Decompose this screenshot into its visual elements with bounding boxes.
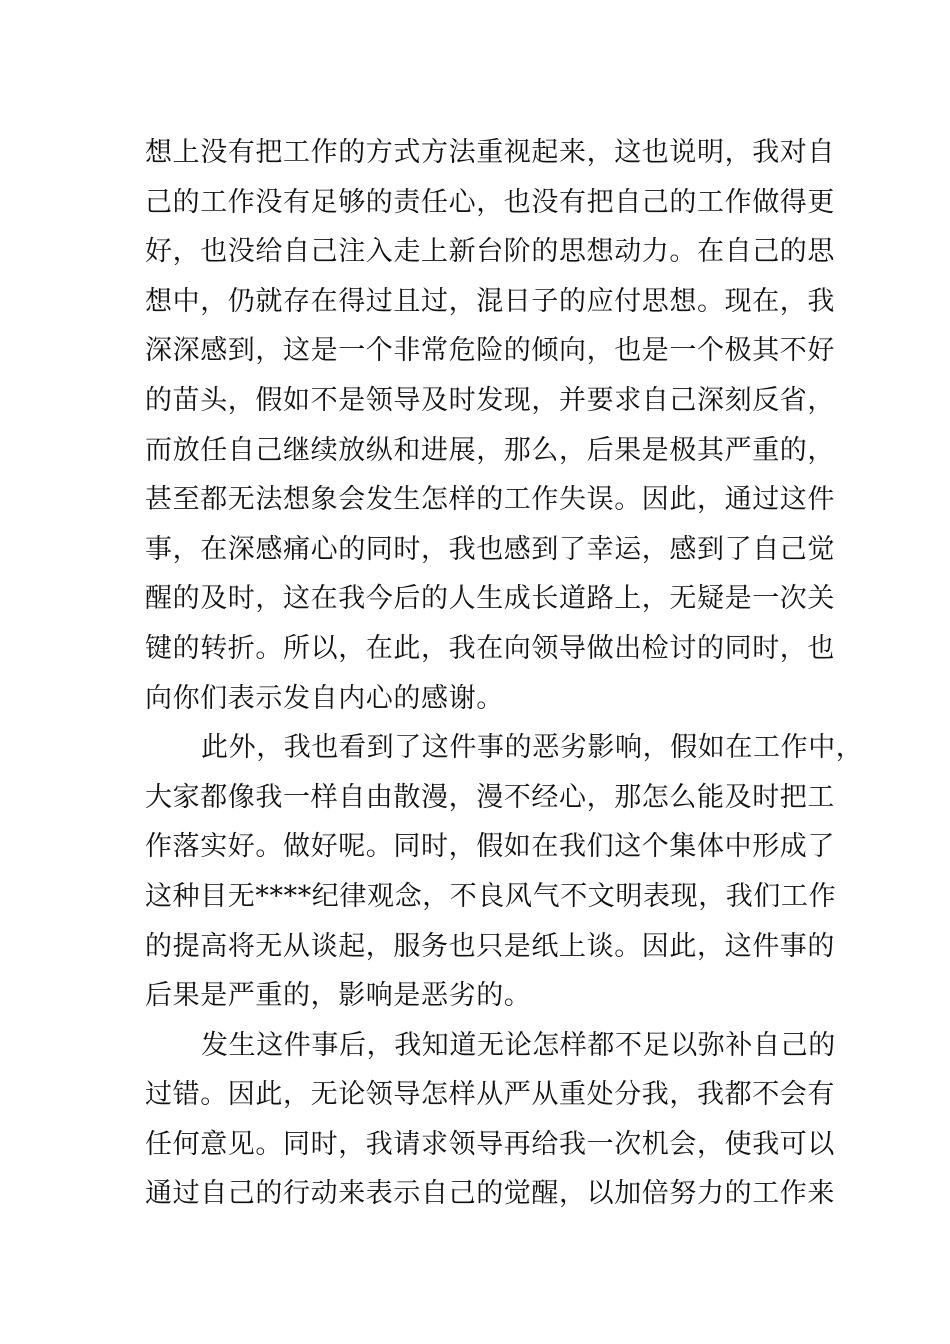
text-line: 的提高将无从谈起，服务也只是纸上谈。因此，这件事的 <box>145 930 835 962</box>
text-line: 深深感到，这是一个非常危险的倾向，也是一个极其不好 <box>145 335 835 367</box>
text-line: 好，也没给自己注入走上新台阶的思想动力。在自己的思 <box>145 236 835 268</box>
paragraph-first-line: 发生这件事后，我知道无论怎样都不足以弥补自己的 <box>201 1029 836 1061</box>
text-line: 的苗头，假如不是领导及时发现，并要求自己深刻反省， <box>145 384 835 416</box>
text-line: 作落实好。做好呢。同时，假如在我们这个集体中形成了 <box>145 831 835 863</box>
text-line: 这种目无****纪律观念，不良风气不文明表现，我们工作 <box>145 880 837 912</box>
document-body <box>145 128 864 1219</box>
text-line: 大家都像我一样自由散漫，漫不经心，那怎么能及时把工 <box>145 781 835 813</box>
text-line: 任何意见。同时，我请求领导再给我一次机会，使我可以 <box>145 1128 835 1160</box>
text-line: 通过自己的行动来表示自己的觉醒，以加倍努力的工作来 <box>145 1178 835 1210</box>
text-line: 甚至都无法想象会发生怎样的工作失误。因此，通过这件 <box>145 484 835 516</box>
text-line: 向你们表示发自内心的感谢。 <box>145 682 504 714</box>
text-line: 键的转折。所以，在此，我在向领导做出检讨的同时，也 <box>145 632 835 664</box>
text-line: 而放任自己继续放纵和进展，那么，后果是极其严重的， <box>145 434 835 466</box>
text-line: 后果是严重的，影响是恶劣的。 <box>145 980 532 1012</box>
text-line: 想上没有把工作的方式方法重视起来，这也说明，我对自 <box>145 137 835 168</box>
text-line: 醒的及时，这在我今后的人生成长道路上，无疑是一次关 <box>145 583 835 615</box>
text-line: 过错。因此，无论领导怎样从严从重处分我，我都不会有 <box>145 1079 835 1111</box>
paragraph-first-line: 此外，我也看到了这件事的恶劣影响，假如在工作中， <box>201 732 864 764</box>
text-line: 想中，仍就存在得过且过，混日子的应付思想。现在，我 <box>145 285 835 317</box>
text-line: 事，在深感痛心的同时，我也感到了幸运，感到了自己觉 <box>145 533 835 565</box>
text-line: 己的工作没有足够的责任心，也没有把自己的工作做得更 <box>145 186 835 218</box>
